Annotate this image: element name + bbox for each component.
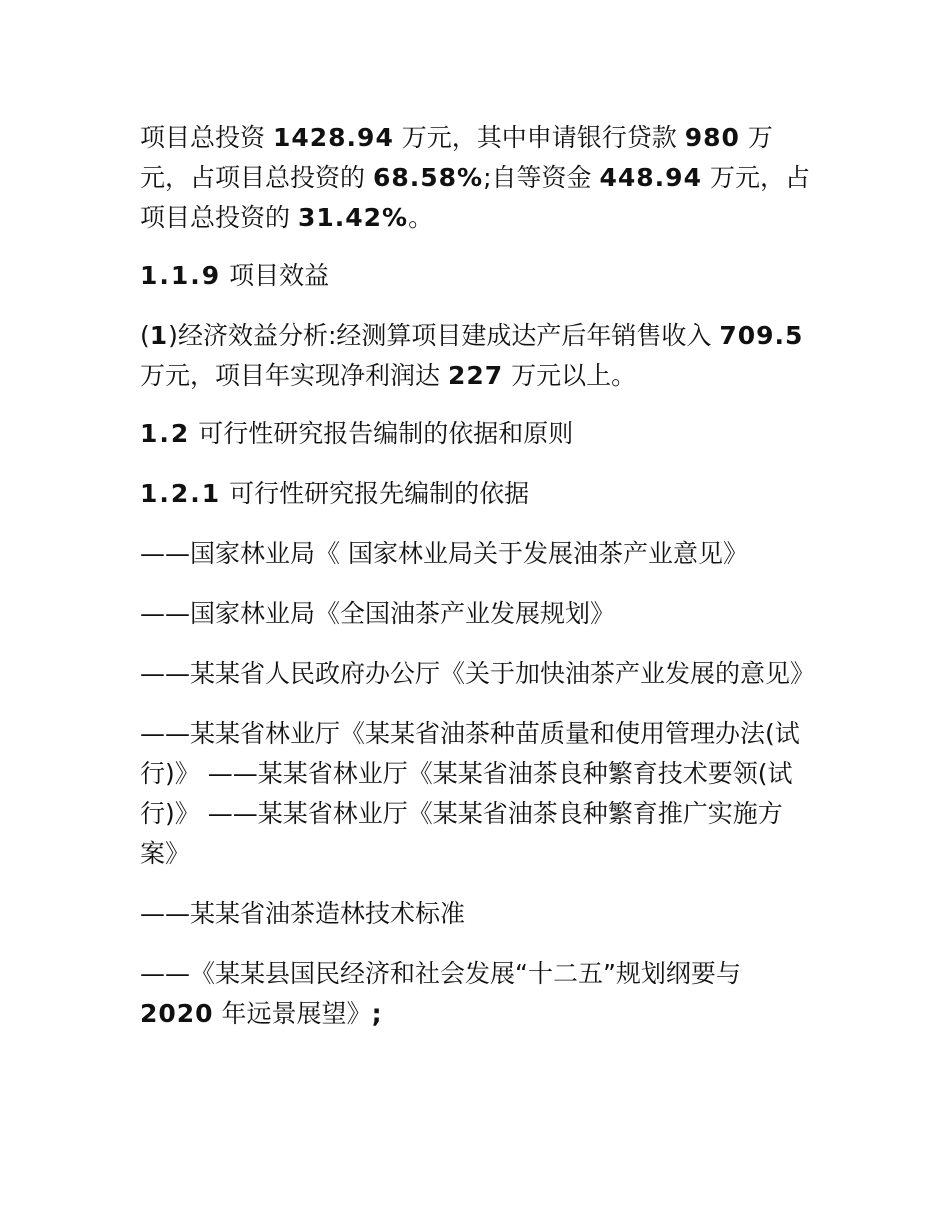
self-funding-percent: 31.42% — [297, 203, 409, 232]
text-span: 万元，占项目总投资的 — [140, 163, 810, 232]
text-span: 万元，占项目总投资的 — [140, 123, 773, 192]
revenue-value: 709.5 — [719, 321, 804, 350]
text-span: ( — [140, 321, 150, 350]
self-funding-value: 448.94 — [599, 163, 702, 192]
text-span: ——《某某县国民经济和社会发展“十二五”规划纲要与 — [140, 959, 741, 988]
year-value: 2020 — [140, 999, 214, 1028]
section-number: 1.1.9 — [140, 261, 222, 290]
benefit-paragraph — [140, 316, 810, 396]
investment-paragraph — [140, 118, 810, 238]
text-span: ) — [168, 321, 178, 350]
text-span: 万元，项目年实现净利润达 — [140, 361, 441, 390]
loan-value: 980 — [684, 123, 740, 152]
item-number: 1 — [149, 321, 169, 350]
section-title: 可行性研究报先编制的依据 — [229, 479, 530, 508]
section-number: 1.2 — [140, 419, 191, 448]
basis-item: ——某某省林业厅《某某省油茶种苗质量和使用管理办法(试行)》 ——某某省林业厅《某某省油茶良种繁育技术要领(试行)》 ——某某省林业厅《某某省油茶良种繁育推广实施方案》 — [140, 719, 800, 868]
text-span: 万元以上。 — [511, 361, 637, 390]
total-investment-value: 1428.94 — [272, 123, 394, 152]
text-span: 万元，其中申请银行贷款 — [401, 123, 677, 152]
document-page — [140, 118, 816, 1034]
text-span: 年远景展望》 — [221, 999, 372, 1028]
section-heading-1-2 — [140, 414, 810, 454]
loan-percent: 68.58% — [372, 163, 484, 192]
section-heading-1-1-9 — [140, 256, 810, 296]
basis-item: ——某某省油茶造林技术标准 — [140, 899, 466, 928]
profit-value: 227 — [447, 361, 504, 390]
text-span: ; — [371, 999, 383, 1028]
text-span: 。 — [408, 203, 434, 232]
text-span: ;自等资金 — [483, 163, 592, 192]
section-number: 1.2.1 — [140, 479, 222, 508]
text-span: 项目总投资 — [140, 123, 266, 152]
section-title: 可行性研究报告编制的依据和原则 — [198, 419, 574, 448]
basis-item: ——国家林业局《 国家林业局关于发展油茶产业意见》 — [140, 539, 748, 568]
basis-item: ——国家林业局《全国油茶产业发展规划》 — [140, 599, 616, 628]
section-title: 项目效益 — [229, 261, 330, 290]
text-span: 经济效益分析:经测算项目建成达产后年销售收入 — [177, 321, 712, 350]
basis-item — [140, 954, 810, 1034]
basis-item: ——某某省人民政府办公厅《关于加快油茶产业发展的意见》 — [140, 659, 816, 688]
section-heading-1-2-1 — [140, 474, 810, 514]
